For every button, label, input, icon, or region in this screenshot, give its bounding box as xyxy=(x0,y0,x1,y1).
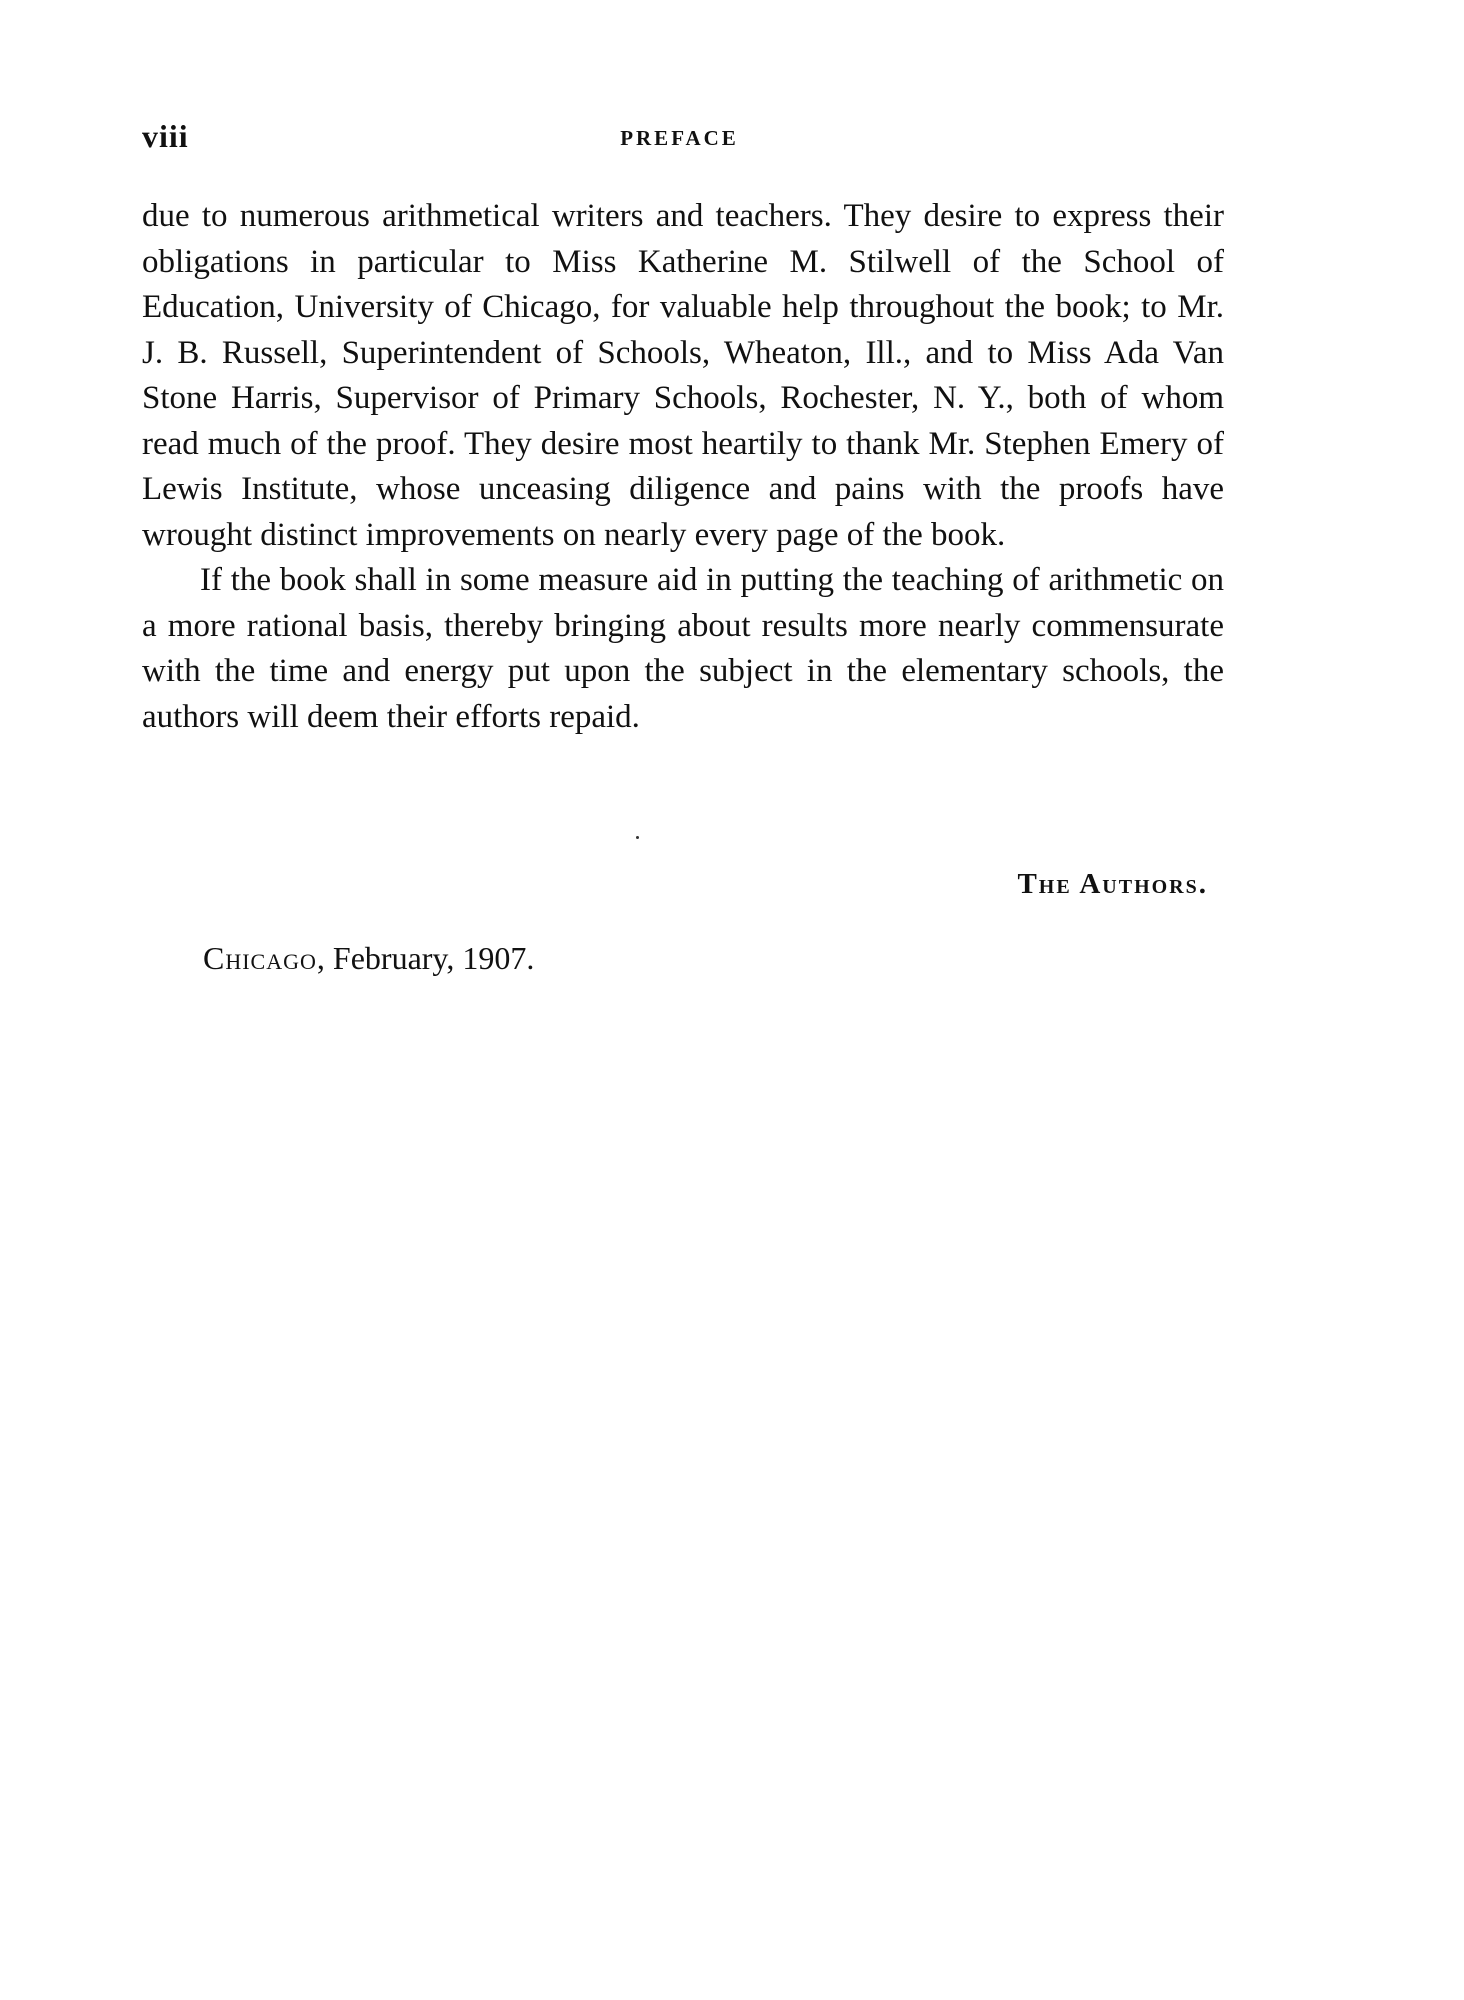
preface-paragraph-2: If the book shall in some measure aid in putting the teaching of arithmetic on a more rational basis, thereby bringing about results more nearly commensurate with the time and energy put upon the subject in the elementary schools, the authors will deem their efforts repaid. xyxy=(142,562,1224,735)
dateline-place: Chicago xyxy=(203,940,317,976)
preface-paragraph-1: due to numerous arithmetical writers and teachers. They desire to express their obligations in particular to Miss Katherine M. Stilwell of the School of Education, University of Chicago, for valuable help throughout the book; to Mr. J. B. Russell, Superintendent of Schools, Wheaton, Ill., and to Miss Ada Van Stone Harris, Supervisor of Primary Schools, Rochester, N. Y., both of whom read much of the proof. They desire most heartily to thank Mr. Stephen Emery of Lewis Institute, whose unceasing diligence and pains with the proofs have wrought distinct improvements on nearly every page of the book. xyxy=(142,198,1224,553)
preface-body xyxy=(142,194,1224,740)
page-header xyxy=(142,118,1217,158)
print-speck xyxy=(636,836,639,839)
running-head: PREFACE xyxy=(620,126,739,150)
signature: The Authors. xyxy=(1017,868,1208,900)
dateline xyxy=(203,940,534,977)
dateline-date: , February, 1907. xyxy=(316,940,535,976)
page-number: viii xyxy=(142,118,189,154)
